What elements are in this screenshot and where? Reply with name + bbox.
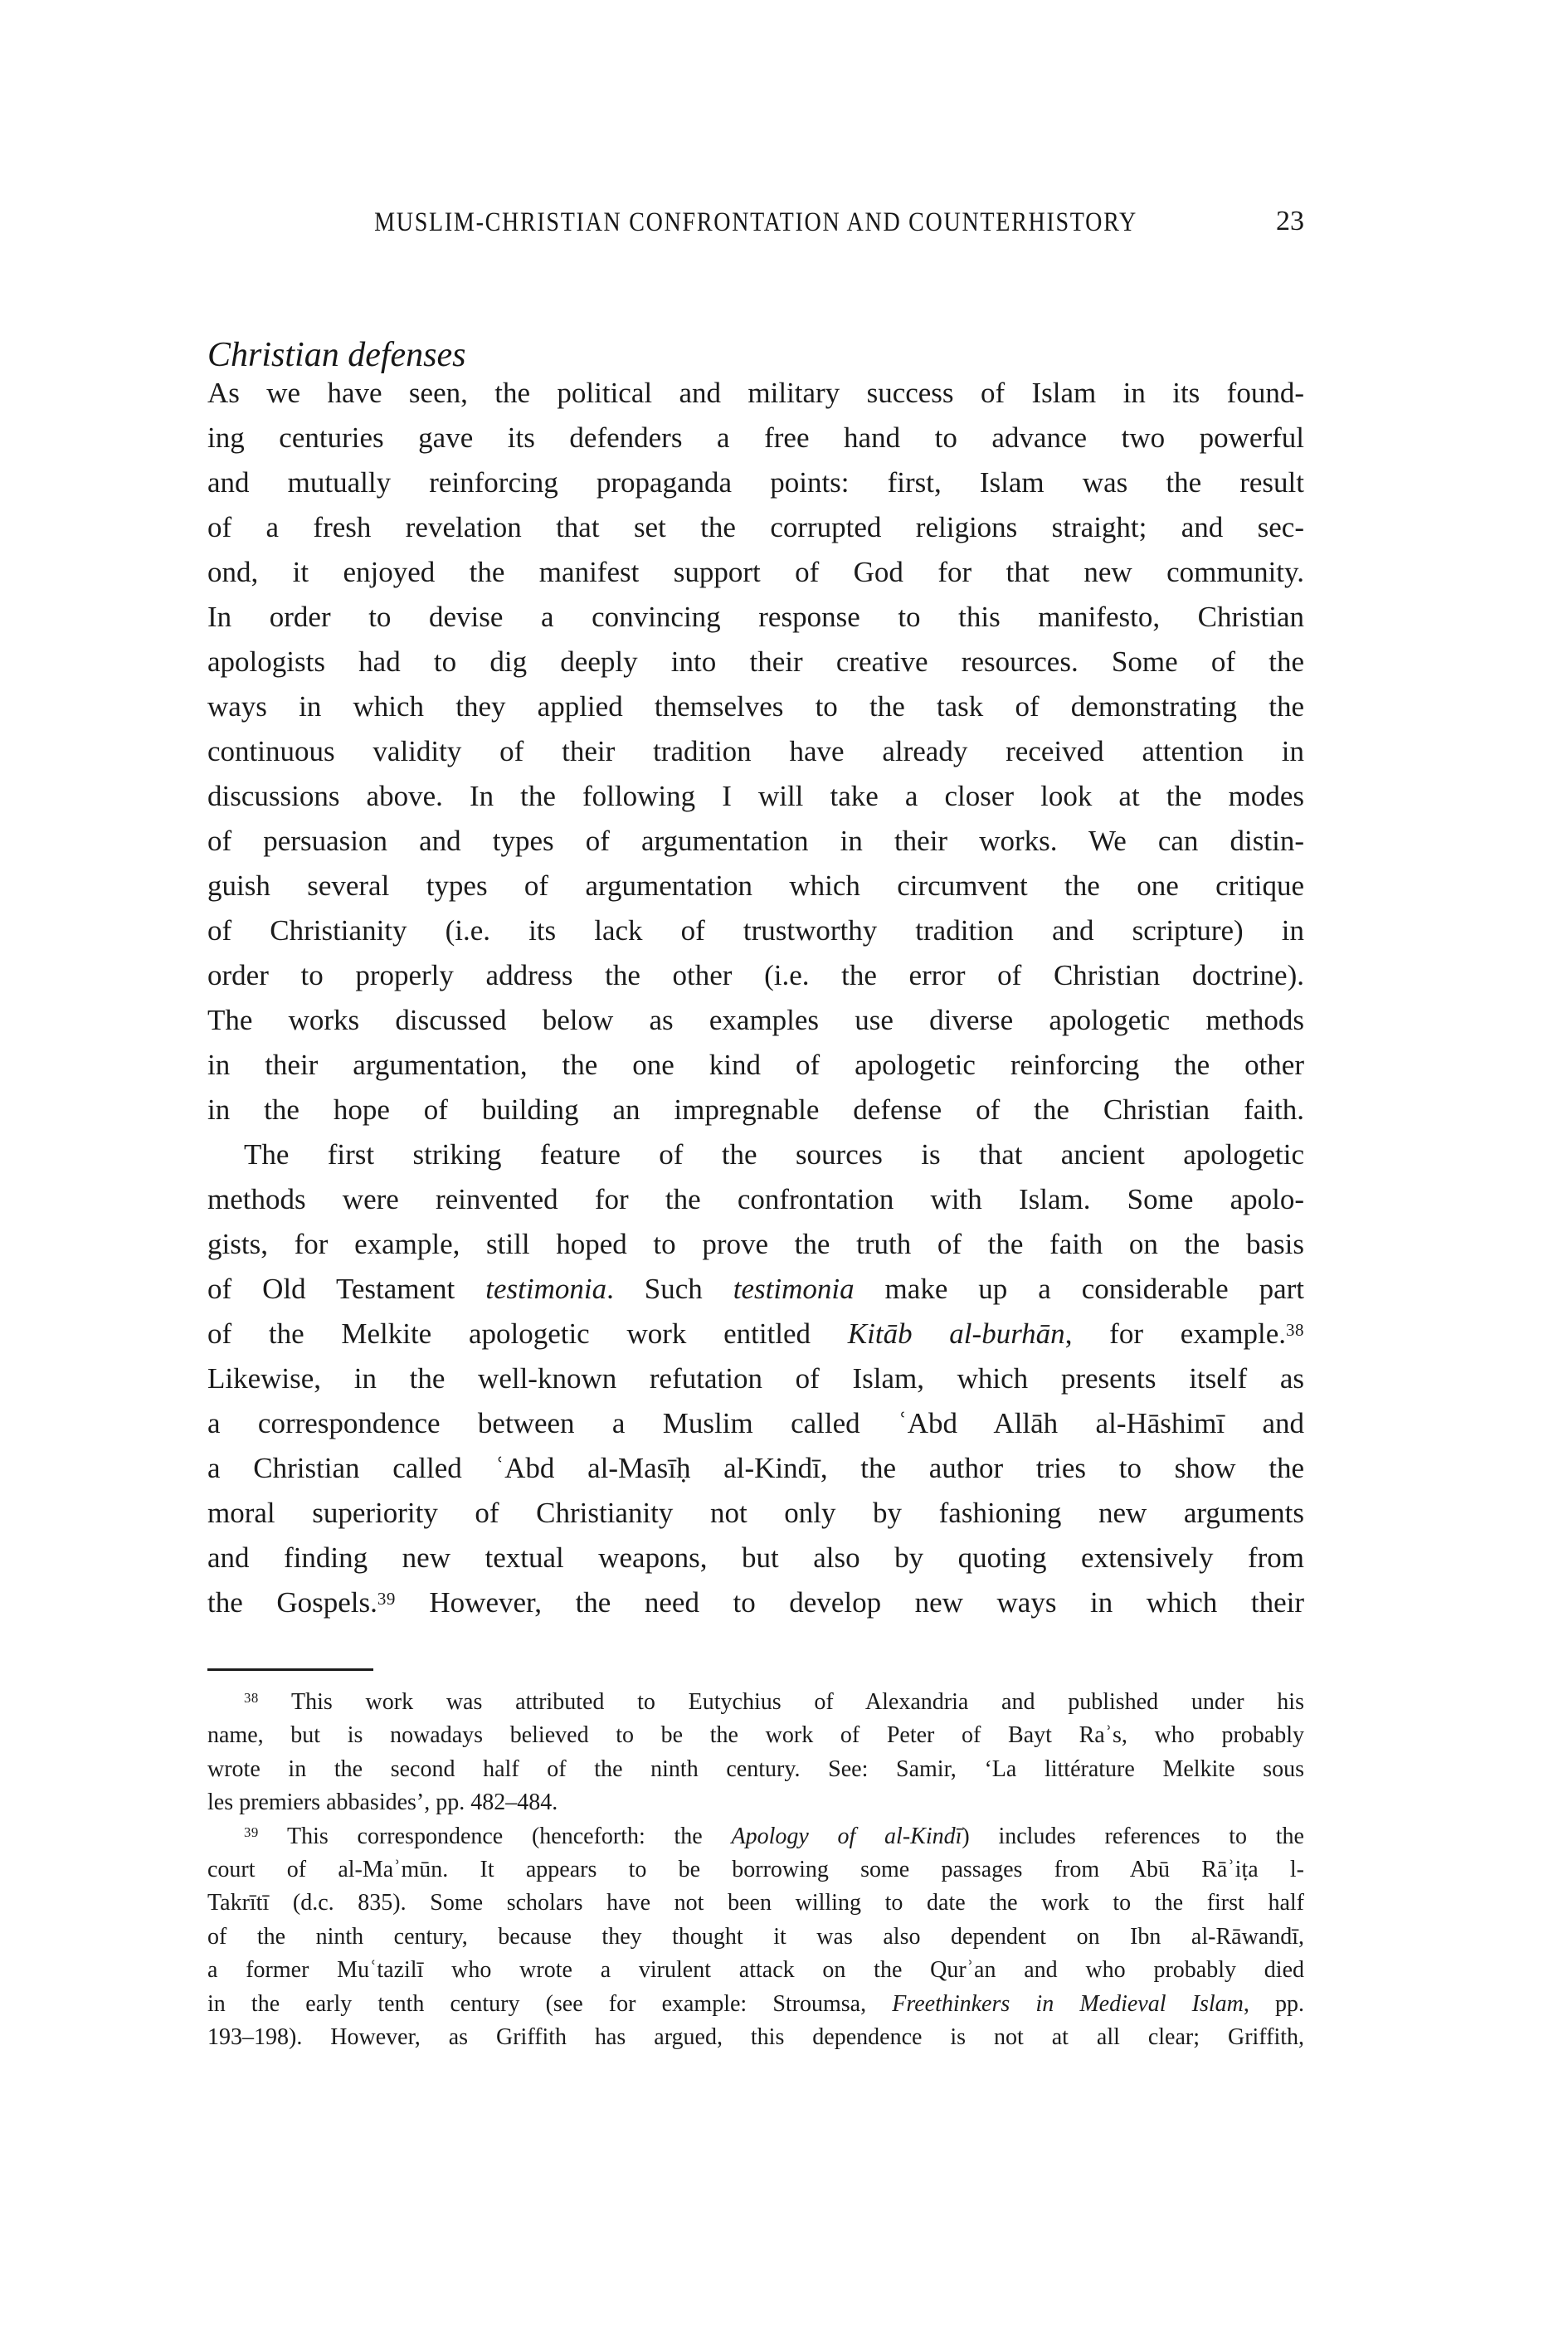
- text-line: court of al-Maʾmūn. It appears to be borrowing some passages from Abū Rāʾiṭa l-: [207, 1857, 1304, 1883]
- text-line: the Gospels.$^{39}$ However, the need to develop new ways in which their: [207, 1586, 1304, 1619]
- text-line: of Old Testament testimonia. Such testimonia make up a considerable part: [207, 1273, 1305, 1305]
- text-line: Likewise, in the well-known refutation of Islam, which presents itself as: [207, 1362, 1304, 1395]
- text-line: guish several types of argumentation which circumvent the one critique: [207, 869, 1304, 902]
- text-line: of persuasion and types of argumentation in their works. We can distin-: [207, 825, 1304, 857]
- text-line: moral superiority of Christianity not only by fashioning new arguments: [207, 1497, 1304, 1529]
- text-line: name, but is nowadays believed to be the work of Peter of Bayt Raʾs, who probably: [207, 1722, 1304, 1749]
- text-line: 193–198). However, as Griffith has argued, this dependence is not at all clear; Griffith,: [207, 2024, 1304, 2051]
- running-head-title: MUSLIM-CHRISTIAN CONFRONTATION AND COUNTERHISTORY: [374, 207, 1137, 237]
- text-line: continuous validity of their tradition have already received attention in: [207, 735, 1304, 767]
- footnote: [207, 1686, 1304, 1820]
- text-line: In order to devise a convincing response to this manifesto, Christian: [207, 601, 1304, 633]
- running-header: [207, 207, 1304, 244]
- text-line: a former Muʿtazilī who wrote a virulent attack on the Qurʾan and who probably died: [207, 1957, 1304, 1984]
- text-line: Takrītī (d.c. 835). Some scholars have not been willing to date the work to the first half: [207, 1890, 1304, 1916]
- text-line: wrote in the second half of the ninth century. See: Samir, ‘La littérature Melkite sous: [207, 1755, 1304, 1782]
- body-text: [207, 371, 1304, 1625]
- text-line: $^{38}$ This work was attributed to Eutychius of Alexandria and published under his: [244, 1689, 1304, 1715]
- paragraph: [207, 371, 1304, 1132]
- text-line: and finding new textual weapons, but also by quoting extensively from: [207, 1541, 1304, 1574]
- text-line: in their argumentation, the one kind of apologetic reinforcing the other: [207, 1049, 1304, 1081]
- text-line: of the ninth century, because they thought it was also dependent on Ibn al-Rāwandī,: [207, 1923, 1304, 1950]
- text-line: of Christianity (i.e. its lack of trustworthy tradition and scripture) in: [207, 914, 1304, 947]
- text-line: of a fresh revelation that set the corrupted religions straight; and sec-: [207, 511, 1304, 543]
- section-heading: Christian defenses: [207, 335, 466, 374]
- text-line: apologists had to dig deeply into their creative resources. Some of the: [207, 645, 1304, 678]
- text-line: in the hope of building an impregnable defense of the Christian faith.: [207, 1093, 1304, 1126]
- footnotes: [207, 1686, 1304, 2054]
- footnote: [207, 1820, 1304, 2055]
- text-line: and mutually reinforcing propaganda points: first, Islam was the result: [207, 466, 1304, 499]
- text-line: $^{39}$ This correspondence (henceforth: the Apology of al-Kindī) includes references to the: [244, 1823, 1304, 1849]
- text-line: ing centuries gave its defenders a free hand to advance two powerful: [207, 421, 1304, 454]
- page-number: 23: [1276, 206, 1304, 236]
- text-line: discussions above. In the following I will take a closer look at the modes: [207, 780, 1304, 812]
- text-line: The works discussed below as examples use diverse apologetic methods: [207, 1004, 1304, 1036]
- text-line: in the early tenth century (see for example: Stroumsa, Freethinkers in Medieval Islam, pp.: [207, 1990, 1304, 2017]
- text-line: les premiers abbasides’, pp. 482–484.: [207, 1790, 558, 1816]
- text-line: methods were reinvented for the confrontation with Islam. Some apolo-: [207, 1183, 1304, 1215]
- text-line: order to properly address the other (i.e. the error of Christian doctrine).: [207, 959, 1304, 991]
- paragraph: [207, 1132, 1304, 1625]
- text-line: ways in which they applied themselves to the task of demonstrating the: [207, 690, 1304, 723]
- text-line: The first striking feature of the sources is that ancient apologetic: [244, 1138, 1304, 1171]
- text-line: ond, it enjoyed the manifest support of God for that new community.: [207, 556, 1304, 588]
- text-line: a correspondence between a Muslim called ʿAbd Allāh al-Hāshimī and: [207, 1407, 1304, 1439]
- footnote-rule: [207, 1668, 373, 1671]
- text-line: a Christian called ʿAbd al-Masīḥ al-Kindī, the author tries to show the: [207, 1452, 1304, 1484]
- text-line: of the Melkite apologetic work entitled Kitāb al-burhān, for example.$^{38}$: [207, 1317, 1304, 1350]
- text-line: gists, for example, still hoped to prove the truth of the faith on the basis: [207, 1228, 1304, 1260]
- text-line: As we have seen, the political and military success of Islam in its found-: [207, 377, 1304, 409]
